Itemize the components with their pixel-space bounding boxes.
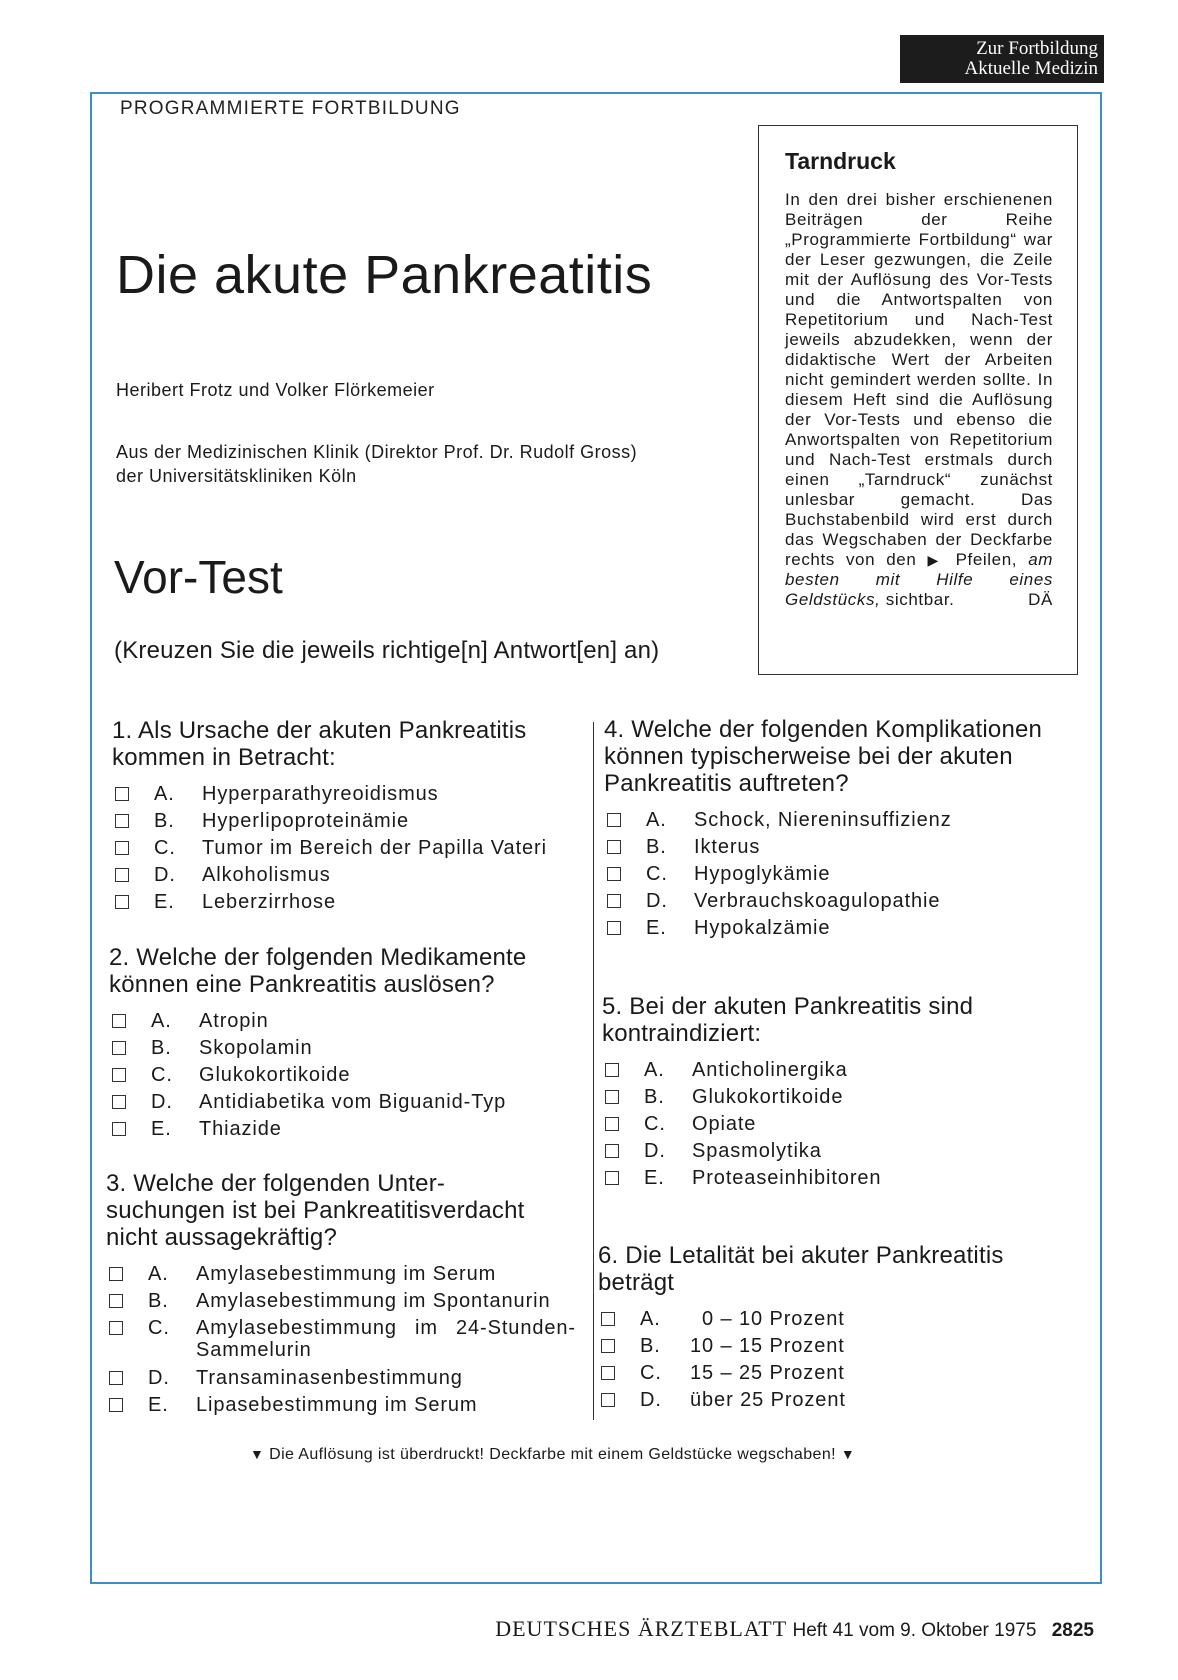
answer-option [604, 917, 1084, 944]
option-letter: B. [151, 1037, 172, 1059]
answer-checkbox[interactable] [607, 867, 621, 881]
question-text [604, 716, 1084, 797]
question-5 [602, 993, 1082, 1194]
journal-name: DEUTSCHES ÄRZTEBLATT [495, 1616, 788, 1641]
option-text: Ikterus [694, 836, 761, 858]
answer-checkbox[interactable] [607, 840, 621, 854]
option-text: Lipasebestimmung im Serum [196, 1394, 478, 1416]
option-text: Proteaseinhibitoren [692, 1167, 882, 1189]
answer-option [112, 810, 582, 837]
answer-option [604, 890, 1084, 917]
option-text: 10 – 15 Prozent [690, 1335, 845, 1357]
option-letter: B. [148, 1290, 169, 1312]
affiliation [116, 440, 637, 488]
question-2 [109, 944, 579, 1145]
answer-option [112, 864, 582, 891]
sidebar-text [785, 190, 1053, 610]
answer-checkbox[interactable] [112, 1014, 126, 1028]
question-text [106, 1170, 586, 1251]
option-letter: C. [154, 837, 176, 859]
answer-checkbox[interactable] [109, 1398, 123, 1412]
answer-option [598, 1335, 1078, 1362]
option-letter: B. [154, 810, 175, 832]
affiliation-line-1: Aus der Medizinischen Klinik (Direktor Prof. Dr. Rudolf Gross) [116, 442, 638, 462]
option-letter: D. [148, 1367, 170, 1389]
answer-checkbox[interactable] [605, 1117, 619, 1131]
answer-option [112, 783, 582, 810]
answer-checkbox[interactable] [601, 1312, 615, 1326]
answer-option [109, 1037, 579, 1064]
sidebar-text-end: sichtbar. [885, 590, 955, 609]
answer-option [602, 1167, 1082, 1194]
option-text: Hypoglykämie [694, 863, 831, 885]
question-6 [598, 1242, 1078, 1416]
question-line: können typischerweise bei der akuten [604, 743, 1013, 770]
question-line: kontraindiziert: [602, 1020, 762, 1047]
option-letter: E. [646, 917, 667, 939]
question-line: 1. Als Ursache der akuten Pankreatitis [112, 717, 527, 744]
answer-checkbox[interactable] [607, 894, 621, 908]
answer-option [602, 1086, 1082, 1113]
option-text: Tumor im Bereich der Papilla Vateri [202, 837, 547, 859]
sidebar-text-arrow: Pfeilen, [955, 550, 1018, 569]
option-text: Antidiabetika vom Biguanid-Typ [199, 1091, 507, 1113]
answer-checkbox[interactable] [601, 1366, 615, 1380]
option-text: über 25 Prozent [690, 1389, 846, 1411]
answer-checkbox[interactable] [115, 895, 129, 909]
question-text [109, 944, 579, 998]
question-1 [112, 717, 582, 918]
answer-checkbox[interactable] [605, 1171, 619, 1185]
option-text: Alkoholismus [202, 864, 331, 886]
answer-option [604, 836, 1084, 863]
badge-line-2: Aktuelle Medizin [964, 58, 1098, 79]
page-footer [495, 1616, 1094, 1642]
option-text: Glukokortikoide [692, 1086, 844, 1108]
option-letter: A. [151, 1010, 172, 1032]
option-text: Amylasebestimmung im 24-Stunden-Sammelurin [196, 1317, 576, 1361]
option-text: Schock, Niereninsuffizienz [694, 809, 952, 831]
option-text: 0 – 10 Prozent [702, 1308, 845, 1330]
question-text [598, 1242, 1078, 1296]
option-text: 15 – 25 Prozent [690, 1362, 845, 1384]
option-text: Hyperparathyreoidismus [202, 783, 439, 805]
option-text: Thiazide [199, 1118, 282, 1140]
answer-checkbox[interactable] [112, 1122, 126, 1136]
answer-option [602, 1140, 1082, 1167]
option-letter: B. [646, 836, 667, 858]
sidebar-signature: DÄ [1028, 590, 1053, 609]
option-text: Transaminasenbestimmung [196, 1367, 463, 1389]
question-3 [106, 1170, 586, 1421]
question-4 [604, 716, 1084, 944]
answer-option [106, 1263, 586, 1290]
option-letter: E. [148, 1394, 169, 1416]
answer-checkbox[interactable] [109, 1321, 123, 1335]
option-text: Skopolamin [199, 1037, 313, 1059]
answer-option [598, 1362, 1078, 1389]
option-text: Opiate [692, 1113, 757, 1135]
option-letter: D. [640, 1389, 662, 1411]
arrow-icon: ▶ [927, 552, 945, 568]
option-text: Anticholinergika [692, 1059, 848, 1081]
down-arrow-icon: ▼ [250, 1446, 265, 1462]
option-letter: D. [646, 890, 668, 912]
section-title: Vor-Test [114, 551, 283, 603]
option-text: Hypokalzämie [694, 917, 831, 939]
answer-checkbox[interactable] [601, 1339, 615, 1353]
answer-checkbox[interactable] [109, 1371, 123, 1385]
option-letter: B. [644, 1086, 665, 1108]
answer-option [109, 1091, 579, 1118]
option-text: Atropin [199, 1010, 269, 1032]
answer-option [109, 1010, 579, 1037]
option-letter: E. [644, 1167, 665, 1189]
series-label: PROGRAMMIERTE FORTBILDUNG [120, 98, 461, 119]
option-text: Hyperlipoproteinämie [202, 810, 409, 832]
option-letter: C. [646, 863, 668, 885]
answer-option [112, 891, 582, 918]
affiliation-line-2: der Universitätskliniken Köln [116, 466, 357, 486]
question-text [602, 993, 1082, 1047]
answer-checkbox[interactable] [109, 1294, 123, 1308]
option-text: Leberzirrhose [202, 891, 336, 913]
solution-notice [250, 1446, 855, 1464]
answer-checkbox[interactable] [112, 1041, 126, 1055]
option-text: Amylasebestimmung im Spontanurin [196, 1290, 551, 1312]
option-letter: C. [640, 1362, 662, 1384]
sidebar-text-italic: am besten mit Hilfe eines Geldstücks, [785, 550, 1054, 609]
answer-checkbox[interactable] [112, 1068, 126, 1082]
option-text: Glukokortikoide [199, 1064, 351, 1086]
issue-info: Heft 41 vom 9. Oktober 1975 [792, 1620, 1037, 1641]
section-badge [900, 35, 1104, 83]
answer-checkbox[interactable] [607, 921, 621, 935]
question-line: können eine Pankreatitis auslösen? [109, 971, 495, 998]
question-line: beträgt [598, 1269, 675, 1296]
question-line: kommen in Betracht: [112, 744, 336, 771]
answer-option [604, 809, 1084, 836]
option-text: Spasmolytika [692, 1140, 822, 1162]
question-line: 4. Welche der folgenden Komplikationen [604, 716, 1043, 743]
option-letter: E. [154, 891, 175, 913]
question-line: 3. Welche der folgenden Unter- [106, 1170, 446, 1197]
answer-checkbox[interactable] [115, 841, 129, 855]
option-letter: D. [154, 864, 176, 886]
question-line: Pankreatitis auftreten? [604, 770, 849, 797]
answer-checkbox[interactable] [115, 814, 129, 828]
sidebar-text-main: In den drei bisher erschienenen Beiträgen der Reihe „Programmierte Fortbildung“ war der Leser gezwungen, die Zeile mit der Auflösung des Vor-Tests und die Antwortspalten von Repetitorium und Nach-Test jeweils abzudekken, wenn der didaktische Wert der Arbeiten nicht gemindert werden sollte. In diesem Heft sind die Auflösung der Vor-Tests und ebenso die Anwortspalten von Repetitorium und Nach-Test erstmals durch einen „Tarndruck“ zunächst unlesbar gemacht. Das Buchstabenbild wird erst durch das Wegschaben der Deckfarbe rechts von den [785, 190, 1053, 569]
answer-option [598, 1308, 1078, 1335]
answer-option [109, 1118, 579, 1145]
answer-checkbox[interactable] [109, 1267, 123, 1281]
answer-checkbox[interactable] [112, 1095, 126, 1109]
question-text [112, 717, 582, 771]
answer-checkbox[interactable] [607, 813, 621, 827]
column-divider [593, 722, 594, 1420]
answer-option [112, 837, 582, 864]
answer-checkbox[interactable] [115, 868, 129, 882]
question-line: 5. Bei der akuten Pankreatitis sind [602, 993, 974, 1020]
option-letter: D. [644, 1140, 666, 1162]
answer-option [602, 1113, 1082, 1140]
option-letter: B. [640, 1335, 661, 1357]
answer-option [598, 1389, 1078, 1416]
answer-checkbox[interactable] [605, 1090, 619, 1104]
option-letter: E. [151, 1118, 172, 1140]
instruction: (Kreuzen Sie die jeweils richtige[n] Antwort[en] an) [114, 637, 660, 664]
option-letter: C. [644, 1113, 666, 1135]
option-letter: C. [151, 1064, 173, 1086]
page-number: 2825 [1051, 1620, 1094, 1641]
answer-option [106, 1394, 586, 1421]
question-line: 2. Welche der folgenden Medikamente [109, 944, 527, 971]
authors: Heribert Frotz und Volker Flörkemeier [116, 380, 435, 400]
answer-checkbox[interactable] [605, 1144, 619, 1158]
option-letter: D. [151, 1091, 173, 1113]
down-arrow-icon: ▼ [840, 1446, 856, 1462]
article-title: Die akute Pankreatitis [116, 245, 653, 305]
question-line: 6. Die Letalität bei akuter Pankreatitis [598, 1242, 1004, 1269]
option-letter: C. [148, 1317, 170, 1339]
answer-option [602, 1059, 1082, 1086]
option-letter: A. [644, 1059, 665, 1081]
answer-checkbox[interactable] [601, 1393, 615, 1407]
option-letter: A. [640, 1308, 661, 1330]
option-letter: A. [646, 809, 667, 831]
notice-text: Die Auflösung ist überdruckt! Deckfarbe mit einem Geldstücke wegschaben! [269, 1446, 836, 1463]
option-letter: A. [154, 783, 175, 805]
option-letter: A. [148, 1263, 169, 1285]
answer-option [106, 1317, 586, 1367]
tarndruck-sidebar [758, 125, 1078, 675]
answer-option [106, 1367, 586, 1394]
option-text: Verbrauchskoagulopathie [694, 890, 941, 912]
answer-option [604, 863, 1084, 890]
answer-option [109, 1064, 579, 1091]
question-line: nicht aussagekräftig? [106, 1224, 338, 1251]
option-text: Amylasebestimmung im Serum [196, 1263, 497, 1285]
answer-checkbox[interactable] [605, 1063, 619, 1077]
badge-line-1: Zur Fortbildung [976, 38, 1098, 59]
sidebar-title: Tarndruck [785, 148, 896, 174]
answer-checkbox[interactable] [115, 787, 129, 801]
answer-option [106, 1290, 586, 1317]
question-line: suchungen ist bei Pankreatitisverdacht [106, 1197, 525, 1224]
